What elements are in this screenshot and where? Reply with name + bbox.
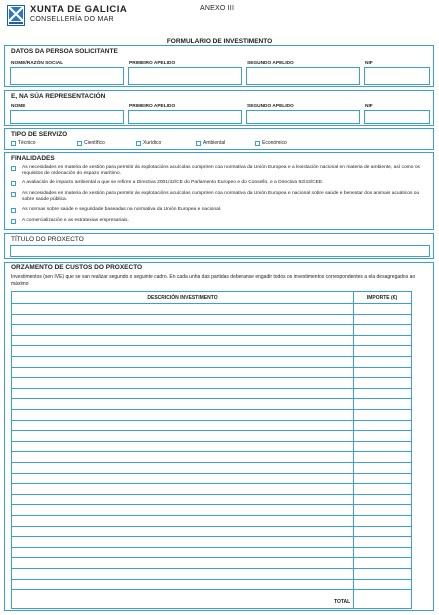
- brand-name: XUNTA DE GALICIA: [30, 4, 128, 15]
- checkbox-label: Económico: [262, 140, 287, 146]
- purposes-title: FINALIDADES: [11, 155, 55, 162]
- annex-label: ANEXO III: [200, 5, 235, 12]
- field-label: PRIMEIRO APELIDO: [129, 104, 176, 109]
- budget-title: ORZAMENTO DE CUSTOS DO PROXECTO: [11, 264, 143, 271]
- service-technical-checkbox[interactable]: [11, 141, 16, 146]
- purpose-1-checkbox[interactable]: [11, 166, 16, 171]
- total-label: TOTAL: [334, 599, 351, 605]
- xunta-logo-icon: [7, 5, 25, 26]
- service-scientific-checkbox[interactable]: [77, 141, 82, 146]
- applicant-title: DATOS DA PERSOA SOLICITANTE: [11, 48, 118, 55]
- representative-title: E, NA SÚA REPRESENTACIÓN: [11, 93, 106, 100]
- table-row[interactable]: [12, 367, 411, 368]
- table-row[interactable]: [12, 494, 411, 495]
- applicant-section: [4, 45, 434, 87]
- table-row[interactable]: [12, 451, 411, 452]
- field-label: NOME/RAZÓN SOCIAL: [11, 61, 64, 66]
- purpose-5-checkbox[interactable]: [11, 219, 16, 224]
- field-label: SEGUNDO APELIDO: [247, 104, 294, 109]
- representative-nif-input[interactable]: [364, 110, 430, 124]
- table-row[interactable]: [12, 473, 411, 474]
- table-row[interactable]: [12, 314, 411, 315]
- purpose-4-text: As normas sobre saúde e seguridade baseadas na normativa da Unión Europea e nacional.: [22, 207, 222, 212]
- department-name: CONSELLERÍA DO MAR: [30, 16, 114, 23]
- table-row[interactable]: [12, 324, 411, 325]
- table-row[interactable]: [12, 568, 411, 569]
- purpose-4-checkbox[interactable]: [11, 208, 16, 213]
- purpose-3-text: As necesidades en materia de xestión para permitir ás explotacións acuícolas cumpriren coa normativa da Unión Europea e nacional sobre saúde e benestar dos animais acuáticos ou sobre saúde pública.: [22, 191, 420, 203]
- purpose-1-text: As necesidades en materia de xestión para permitir ás explotacións acuícolas cumpriren coa normativa da Unión Europea e a lexislación nacional en materia de ambiente, así como os requisitos de ordenación do espazo marítimo.: [22, 165, 420, 177]
- column-divider: [353, 292, 354, 608]
- purpose-5-text: A comercialización e as estratexias empresariais.: [22, 218, 129, 223]
- table-row[interactable]: [12, 515, 411, 516]
- checkbox-label: Ambiental: [203, 140, 226, 146]
- representative-name-input[interactable]: [10, 110, 124, 124]
- field-label: NOME: [11, 104, 26, 109]
- applicant-second-surname-input[interactable]: [246, 67, 360, 85]
- checkbox-label: Científico: [84, 140, 105, 146]
- service-type-title: TIPO DE SERVIZO: [11, 131, 68, 138]
- table-row[interactable]: [12, 526, 411, 527]
- table-row[interactable]: [12, 388, 411, 389]
- table-row[interactable]: [12, 303, 411, 304]
- budget-intro: Investimentos (sen IVE) que se van realizar segundo o seguinte cadro. En cada unha das partidas deberanse engadir todos os investimentos correspondentes a ela desagregados ao máximo: [11, 274, 416, 287]
- purpose-3-checkbox[interactable]: [11, 192, 16, 197]
- field-label: NIF: [365, 104, 373, 109]
- checkbox-label: Xurídico: [143, 140, 162, 146]
- service-environmental-checkbox[interactable]: [196, 141, 201, 146]
- table-row[interactable]: [12, 335, 411, 336]
- table-row[interactable]: [12, 557, 411, 558]
- project-title-label: TÍTULO DO PROXECTO: [11, 236, 84, 243]
- representative-second-surname-input[interactable]: [246, 110, 360, 124]
- table-row[interactable]: [12, 377, 411, 378]
- table-row[interactable]: [12, 398, 411, 399]
- field-label: SEGUNDO APELIDO: [247, 61, 294, 66]
- service-type-section: [4, 128, 434, 150]
- table-row[interactable]: [12, 547, 411, 548]
- purpose-2-text: A avaliación de impacto ambiental a que se refiren a Directiva 2001/42/CE do Parlamento Europeo e do Consello, e a Directiva 92/43/CEE.: [22, 180, 324, 185]
- field-label: NIF: [365, 61, 373, 66]
- table-row[interactable]: [12, 483, 411, 484]
- project-title-input[interactable]: [10, 245, 430, 257]
- field-label: PRIMEIRO APELIDO: [129, 61, 176, 66]
- project-section: [4, 233, 434, 259]
- table-row[interactable]: [12, 430, 411, 431]
- purposes-section: [4, 152, 434, 230]
- table-row[interactable]: [12, 356, 411, 357]
- table-row[interactable]: [12, 589, 411, 590]
- purpose-2-checkbox[interactable]: [11, 181, 16, 186]
- applicant-first-surname-input[interactable]: [128, 67, 242, 85]
- checkbox-label: Técnico: [18, 140, 36, 146]
- service-economic-checkbox[interactable]: [255, 141, 260, 146]
- budget-table: [11, 291, 412, 609]
- table-row[interactable]: [12, 345, 411, 346]
- amount-column-header: IMPORTE (€): [366, 295, 398, 301]
- budget-section: [4, 262, 434, 611]
- representative-section: [4, 90, 434, 126]
- table-row[interactable]: [12, 579, 411, 580]
- representative-first-surname-input[interactable]: [128, 110, 242, 124]
- table-row[interactable]: [12, 462, 411, 463]
- table-row[interactable]: [12, 409, 411, 410]
- table-row[interactable]: [12, 420, 411, 421]
- applicant-nif-input[interactable]: [364, 67, 430, 85]
- description-column-header: DESCRICIÓN INVESTIMENTO: [147, 295, 218, 301]
- service-legal-checkbox[interactable]: [136, 141, 141, 146]
- table-row[interactable]: [12, 536, 411, 537]
- table-row[interactable]: [12, 441, 411, 442]
- applicant-name-input[interactable]: [10, 67, 124, 85]
- table-row[interactable]: [12, 504, 411, 505]
- form-title: FORMULARIO DE INVESTIMENTO: [166, 38, 273, 45]
